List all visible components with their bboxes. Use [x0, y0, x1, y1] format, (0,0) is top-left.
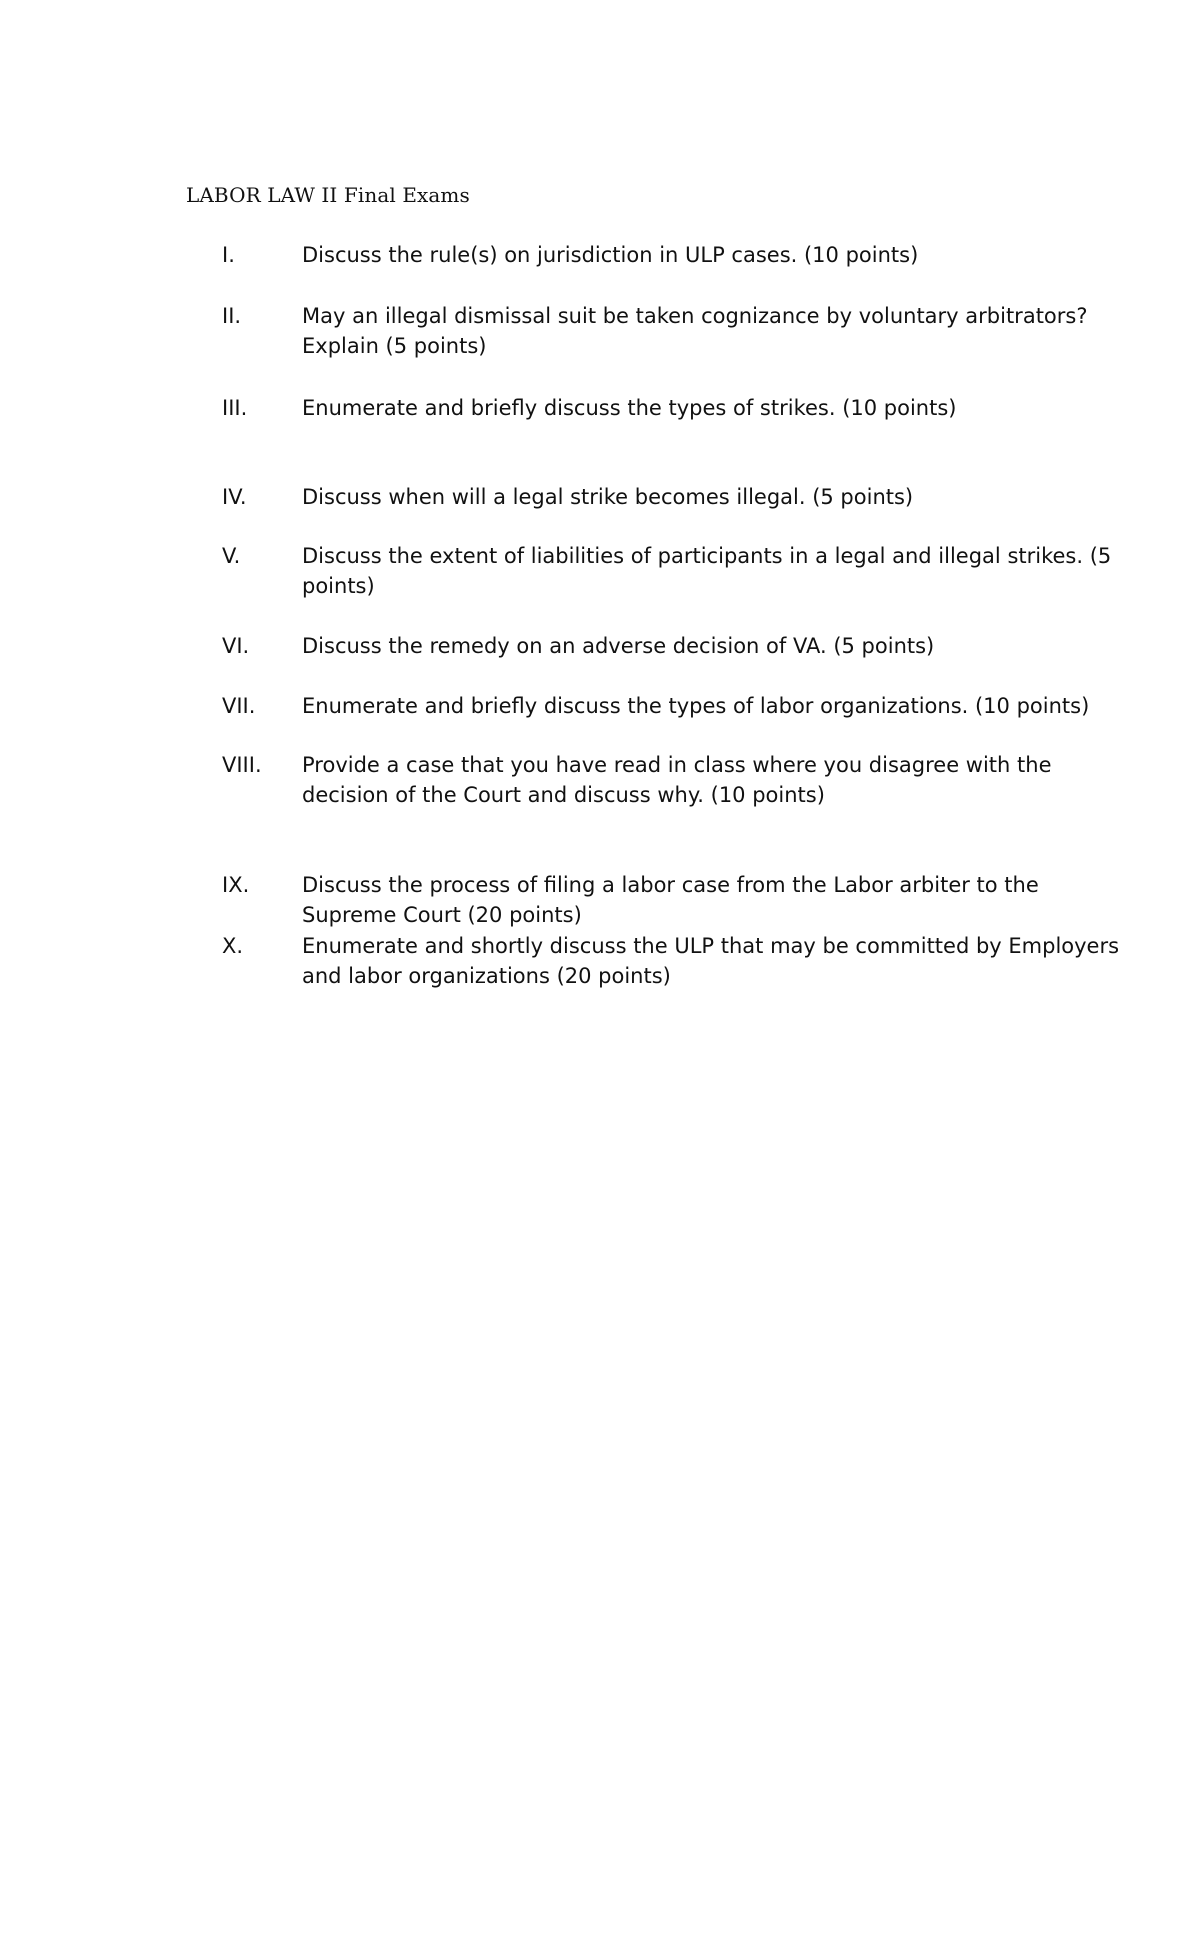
question-line: Supreme Court (20 points): [302, 903, 582, 927]
question-text: [302, 541, 1112, 601]
question-line: Provide a case that you have read in class where you disagree with the: [302, 753, 1052, 777]
question-number: V.: [222, 544, 241, 568]
question-number: IX.: [222, 873, 250, 897]
question-line: Enumerate and briefly discuss the types of labor organizations. (10 points): [302, 694, 1090, 718]
question-number: X.: [222, 934, 244, 958]
question-line: and labor organizations (20 points): [302, 964, 671, 988]
question-line: Enumerate and briefly discuss the types of strikes. (10 points): [302, 396, 957, 420]
question-line: Discuss the process of filing a labor case from the Labor arbiter to the: [302, 873, 1039, 897]
question-text: [302, 631, 1092, 661]
question-line: Discuss the extent of liabilities of participants in a legal and illegal strikes. (5: [302, 544, 1112, 568]
question-text: [302, 691, 1092, 721]
question-line: Enumerate and shortly discuss the ULP that may be committed by Employers: [302, 934, 1120, 958]
question-number: VIII.: [222, 753, 262, 777]
question-line: Discuss the rule(s) on jurisdiction in ULP cases. (10 points): [302, 243, 919, 267]
question-text: [302, 301, 1092, 361]
question-number: VI.: [222, 634, 250, 658]
question-line: May an illegal dismissal suit be taken cognizance by voluntary arbitrators?: [302, 304, 1088, 328]
question-number: II.: [222, 304, 242, 328]
question-text: [302, 870, 1092, 930]
question-line: Discuss when will a legal strike becomes illegal. (5 points): [302, 485, 914, 509]
question-line: Discuss the remedy on an adverse decision of VA. (5 points): [302, 634, 935, 658]
question-text: [302, 482, 1092, 512]
question-line: decision of the Court and discuss why. (10 points): [302, 783, 825, 807]
question-line: Explain (5 points): [302, 334, 487, 358]
question-number: I.: [222, 243, 235, 267]
question-text: [302, 931, 1120, 991]
question-number: VII.: [222, 694, 256, 718]
question-text: [302, 750, 1092, 810]
question-line: points): [302, 574, 375, 598]
question-number: III.: [222, 396, 248, 420]
question-text: [302, 393, 1092, 423]
question-text: [302, 240, 1092, 270]
question-number: IV.: [222, 485, 247, 509]
exam-title: LABOR LAW II Final Exams: [186, 183, 470, 207]
